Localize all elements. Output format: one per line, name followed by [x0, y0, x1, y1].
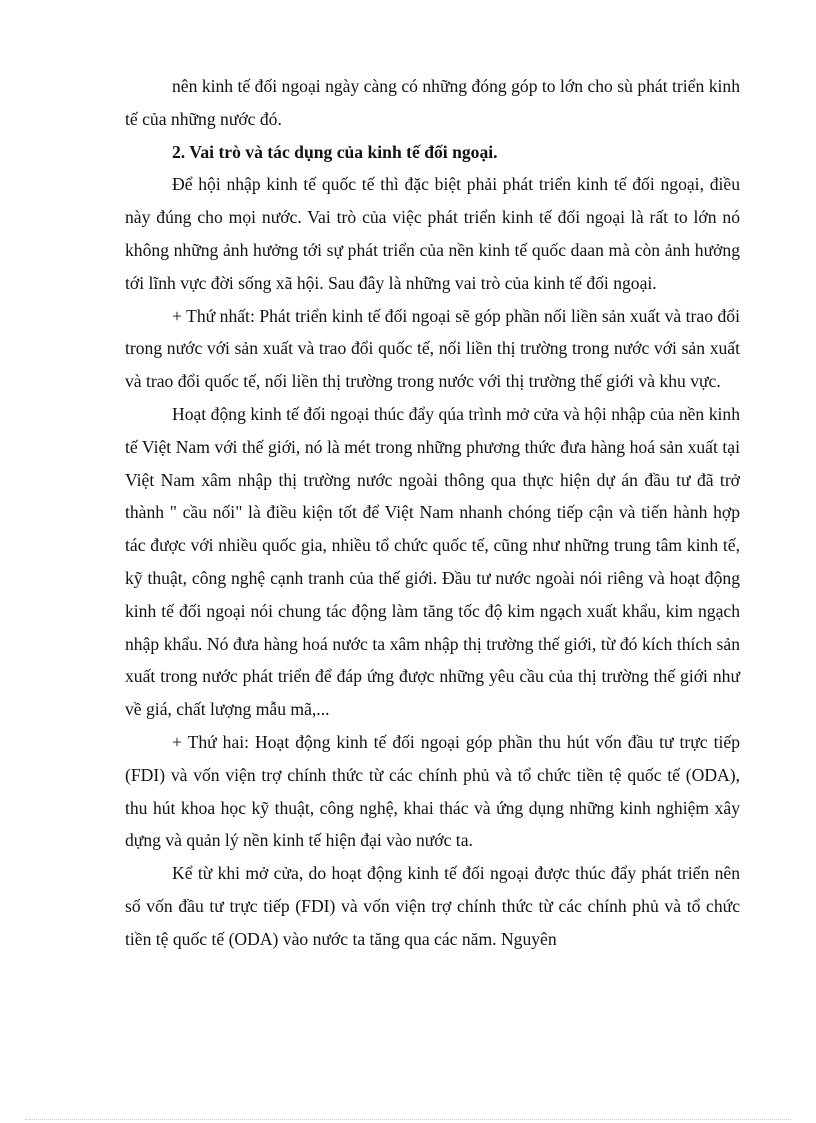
paragraph-activities: Hoạt động kinh tế đối ngoại thúc đẩy qúa trình mở cửa và hội nhập của nền kinh tế Việt Nam với thế giới, nó là mét trong những phương thức đưa hàng hoá sản xuất tại Việt Nam xâm nhập thị trường nước ngoài thông qua thực hiện dự án đầu tư đã trở thành " cầu nối" là điều kiện tốt để Việt Nam nhanh chóng tiếp cận và tiến hành hợp tác được với nhiều quốc gia, nhiều tổ chức quốc tế, cũng như những trung tâm kinh tế, kỹ thuật, công nghệ cạnh tranh của thế giới. Đầu tư nước ngoài nói riêng và hoạt động kinh tế đối ngoại nói chung tác động làm tăng tốc độ kim ngạch xuất khẩu, kim ngạch nhập khẩu. Nó đưa hàng hoá nước ta xâm nhập thị trường thế giới, từ đó kích thích sản xuất trong nước phát triển để đáp ứng được những yêu cầu của thị trường thế giới như về giá, chất lượng mẫu mã,... [125, 403, 740, 720]
section-heading: 2. Vai trò và tác dụng của kinh tế đối ngoại. [172, 141, 498, 162]
paragraph-continuation: nên kinh tế đối ngoại ngày càng có những đóng góp to lớn cho sù phát triển kinh tế của những nước đó. [125, 76, 740, 129]
page-bottom-divider [25, 1119, 791, 1120]
paragraph-first-role: + Thứ nhất: Phát triển kinh tế đối ngoại sẽ góp phần nối liền sản xuất và trao đổi trong nước với sản xuất và trao đổi quốc tế, nối liền thị trường trong nước với sản xuất và trao đổi quốc tế, nối liền thị trường trong nước với thị trường thế giới và khu vực. [125, 305, 740, 392]
document-page [125, 70, 740, 956]
paragraph-second-role: + Thứ hai: Hoạt động kinh tế đối ngoại góp phần thu hút vốn đầu tư trực tiếp (FDI) và vốn viện trợ chính thức từ các chính phủ và tổ chức tiền tệ quốc tế (ODA), thu hút khoa học kỹ thuật, công nghệ, khai thác và ứng dụng những kinh nghiệm xây dựng và quản lý nền kinh tế hiện đại vào nước ta. [125, 731, 740, 851]
paragraph-since-opening: Kể từ khi mở cửa, do hoạt động kinh tế đối ngoại được thúc đẩy phát triển nên số vốn đầu tư trực tiếp (FDI) và vốn viện trợ chính thức từ các chính phủ và tổ chức tiền tệ quốc tế (ODA) vào nước ta tăng qua các năm. Nguyên [125, 863, 740, 949]
paragraph-intro: Để hội nhập kinh tế quốc tế thì đặc biệt phải phát triển kinh tế đối ngoại, điều này đúng cho mọi nước. Vai trò của việc phát triển kinh tế đối ngoại là rất to lớn nó không những ảnh hưởng tới sự phát triển của nền kinh tế quốc daan mà còn ảnh hưởng tới lĩnh vực đời sống xã hội. Sau đây là những vai trò của kinh tế đối ngoại. [125, 174, 740, 293]
